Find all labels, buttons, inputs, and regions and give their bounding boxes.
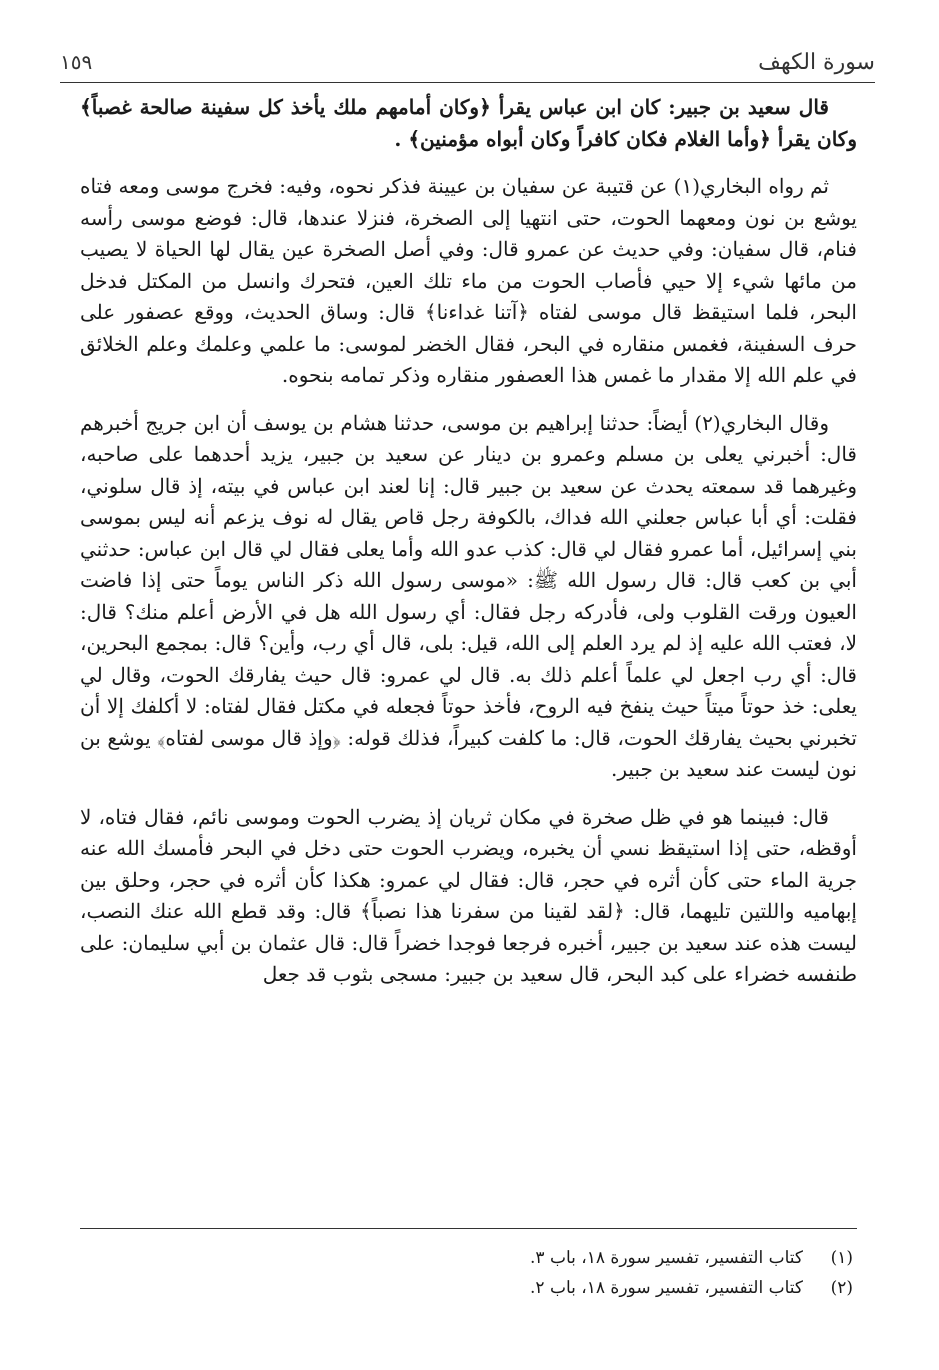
footnote-text: كتاب التفسير، تفسير سورة ١٨، باب ٣. [530,1248,803,1268]
footnote-1 [80,1243,857,1273]
body-text [80,92,857,991]
footnote-2 [80,1273,857,1303]
paragraph-2: ثم رواه البخاري(١) عن قتيبة عن سفيان بن عيينة فذكر نحوه، وفيه: فخرج موسى ومعه فتاه يوشع بن نون ومعهما الحوت، حتى انتهيا إلى الصخرة، فنزلا عندها، قال: فوضع موسى رأسه فنام، قال سفيان: وفي حديث عن عمرو قال: وفي أصل الصخرة عين يقال لها الحياة لا يصيب من مائها شيء إلا حيي فأصاب الحوت من ماء تلك العين، فتحرك وانسل من المكتل فدخل البحر، فلما استيقظ قال موسى لفتاه ﴿آتنا غداءنا﴾ قال: وساق الحديث، ووقع عصفور على حرف السفينة، فغمس منقاره في البحر، فقال الخضر لموسى: ما علمي وعلمك وعلم الخلائق في علم الله إلا مقدار ما غمس هذا العصفور منقاره وذكر تمامه بنحوه. [80,174,857,387]
paragraph-4: قال: فبينما هو في ظل صخرة في مكان ثريان إذ يضرب الحوت وموسى نائم، فقال فتاه، لا أوقظه، حتى إذا استيقظ نسي أن يخبره، ويضرب الحوت حتى دخل في البحر فأمسك الله عنه جرية الماء حتى كأن أثره في حجر، قال: فقال لي عمرو: هكذا كأن أثره في حجر، وحلق بين إبهاميه واللتين تليهما، قال: ﴿لقد لقينا من سفرنا هذا نصباً﴾ قال: وقد قطع الله عنك النصب، ليست هذه عند سعيد بن جبير، أخبره فرجعا فوجدا خضراً قال: قال عثمان بن أبي سليمان: على طنفسه خضراء على كبد البحر، قال سعيد بن جبير: مسجى بثوب قد جعل [80,804,857,986]
footnote-mark: (١) [830,1248,853,1268]
running-title: سورة الكهف [758,50,875,75]
page-number: ١٥٩ [60,50,93,74]
footnote-mark: (٢) [830,1278,853,1298]
footnotes [80,1228,857,1303]
footnote-text: كتاب التفسير، تفسير سورة ١٨، باب ٢. [530,1278,803,1298]
paragraph-3: وقال البخاري(٢) أيضاً: حدثنا إبراهيم بن موسى، حدثنا هشام بن يوسف أن ابن جريج أخبرهم قال: أخبرني يعلى بن مسلم وعمرو بن دينار عن سعيد بن جبير، يزيد أحدهما على صاحبه، وغيرهما قد سمعته يحدث عن سعيد بن جبير قال: إنا لعند ابن عباس في بيته، إذ قال سلوني، فقلت: أي أبا عباس جعلني الله فداك، بالكوفة رجل قاص يقال له نوف يزعم أنه ليس بموسى بني إسرائيل، أما عمرو فقال لي قال: كذب عدو الله وأما يعلى فقال لي قال ابن عباس: حدثني أبي بن كعب قال: قال رسول الله ﷺ: «موسى رسول الله ذكر الناس يوماً حتى إذا فاضت العيون ورقت القلوب ولى، فأدركه رجل فقال: أي رسول الله هل في الأرض أعلم منك؟ قال: لا، فعتب الله عليه إذ لم يرد العلم إلى الله، قيل: بلى، قال أي رب، وأين؟ قال: بمجمع البحرين، قال: أي رب اجعل لي علماً أعلم ذلك به. قال لي عمرو: قال حيث يفارقك الحوت، وقال لي يعلى: خذ حوتاً ميتاً حيث ينفخ فيه الروح، فأخذ حوتاً فجعله في مكتل فقال لفتاه: لا أكلفك إلا أن تخبرني بحيث يفارقك الحوت، قال: ما كلفت كبيراً، فذلك قوله: ﴿وإذ قال موسى لفتاه﴾ يوشع بن نون ليست عند سعيد بن جبير. [80,410,857,781]
running-header [60,48,875,83]
paragraph-1: قال سعيد بن جبير: كان ابن عباس يقرأ ﴿وكان أمامهم ملك يأخذ كل سفينة صالحة غصباً﴾ وكان يقرأ ﴿وأما الغلام فكان كافراً وكان أبواه مؤمنين﴾ . [80,95,857,151]
